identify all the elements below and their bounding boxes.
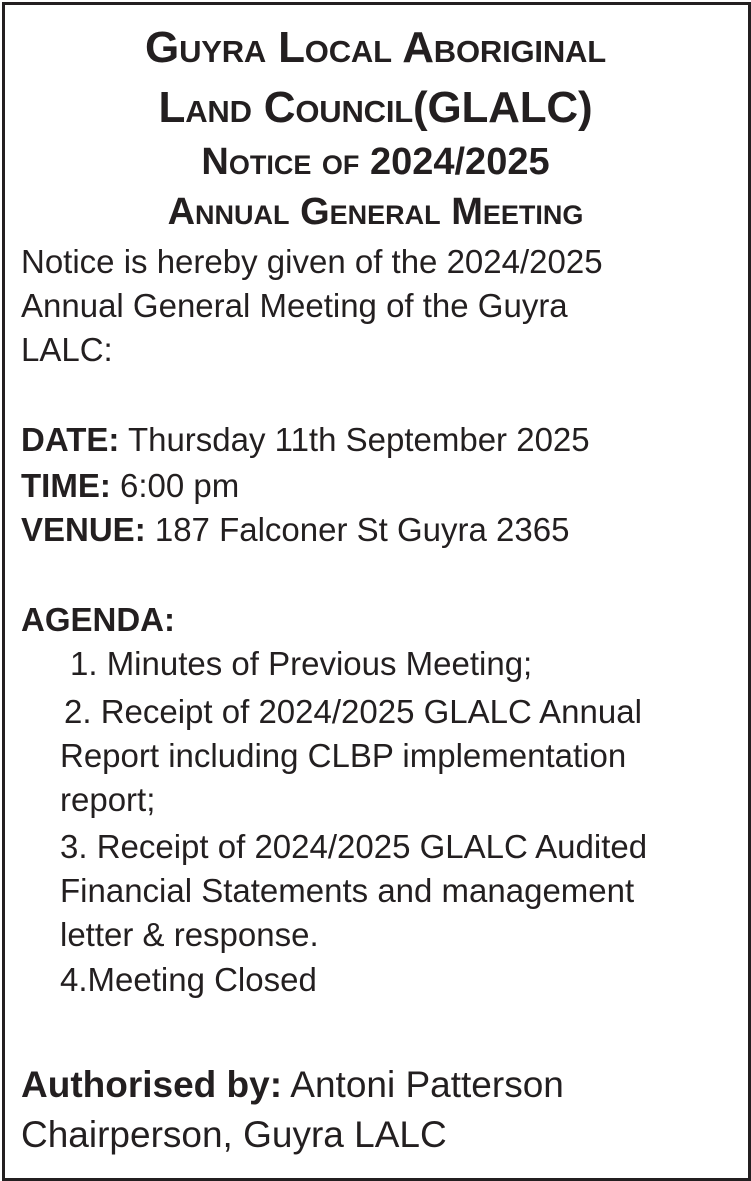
agenda-item-2-line-2: Report including CLBP implementation [60, 737, 627, 774]
authorised-role: Chairperson, Guyra LALC [21, 1114, 447, 1155]
venue-row [21, 508, 569, 552]
agenda-item-3-line-3: letter & response. [60, 916, 319, 953]
agenda-label: AGENDA: [21, 601, 175, 638]
venue-value: 187 Falconer St Guyra 2365 [145, 511, 570, 548]
authorised-label: Authorised by: [21, 1064, 283, 1105]
intro-line-3: LALC: [21, 331, 113, 368]
title-line-2: Land Council(GLALC) [158, 83, 593, 132]
time-row [21, 464, 239, 508]
venue-label: VENUE: [21, 511, 146, 548]
agenda-item-2-line-3: report; [60, 781, 156, 818]
subtitle-line-1: Notice of 2024/2025 [201, 141, 550, 183]
intro-line-2: Annual General Meeting of the Guyra [21, 287, 568, 324]
subtitle-line-2: Annual General Meeting [167, 191, 584, 233]
intro-line-1: Notice is hereby given of the 2024/2025 [21, 243, 603, 280]
time-label: TIME: [21, 467, 111, 504]
date-row [21, 418, 590, 462]
agenda-item-4: 4.Meeting Closed [60, 961, 317, 998]
agenda-item-3-line-1: 3. Receipt of 2024/2025 GLALC Audited [60, 828, 648, 865]
authorised-name: Antoni Patterson [282, 1064, 564, 1105]
agenda-item-1: 1. Minutes of Previous Meeting; [70, 645, 533, 682]
time-value: 6:00 pm [110, 467, 240, 504]
date-label: DATE: [21, 421, 120, 458]
title-line-1: Guyra Local Aboriginal [145, 23, 606, 72]
authorised-by-row [21, 1061, 564, 1109]
date-value: Thursday 11th September 2025 [119, 421, 590, 458]
agenda-item-2-line-1: 2. Receipt of 2024/2025 GLALC Annual [64, 693, 642, 730]
agenda-item-3-line-2: Financial Statements and management [60, 872, 635, 909]
